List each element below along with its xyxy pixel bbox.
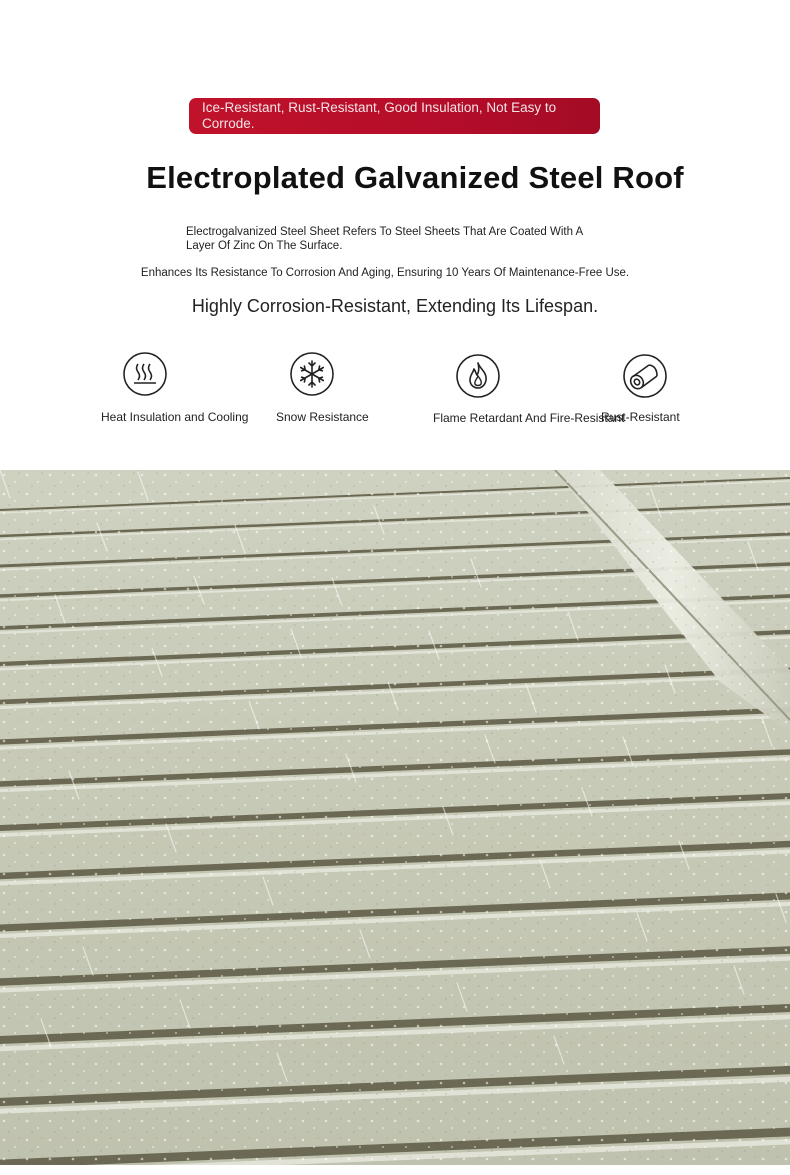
section-subtitle: Highly Corrosion-Resistant, Extending Its Lifespan. (191, 296, 599, 316)
feature-label-snow: Snow Resistance (276, 410, 369, 424)
banner-text: Ice-Resistant, Rust-Resistant, Good Insulation, Not Easy to Corrode. (202, 100, 557, 131)
feature-label-flame: Flame Retardant And Fire-Resistant (433, 411, 625, 425)
pipe-icon (622, 353, 668, 399)
snowflake-icon (289, 351, 335, 397)
feature-label-heat: Heat Insulation and Cooling (101, 410, 249, 424)
description-text: Electrogalvanized Steel Sheet Refers To Steel Sheets That Are Coated With A Layer Of Zinc On The Surface. (186, 226, 583, 252)
heat-waves-icon (122, 351, 168, 397)
feature-label-rust: Rust-Resistant (601, 410, 680, 424)
flame-icon (455, 353, 501, 399)
description-text-2: Enhances Its Resistance To Corrosion And Aging, Ensuring 10 Years Of Maintenance-Free Use. (140, 267, 630, 279)
page-title: Electroplated Galvanized Steel Roof (146, 160, 684, 195)
feature-banner (189, 98, 600, 134)
wet-roof-photo (0, 470, 790, 1165)
